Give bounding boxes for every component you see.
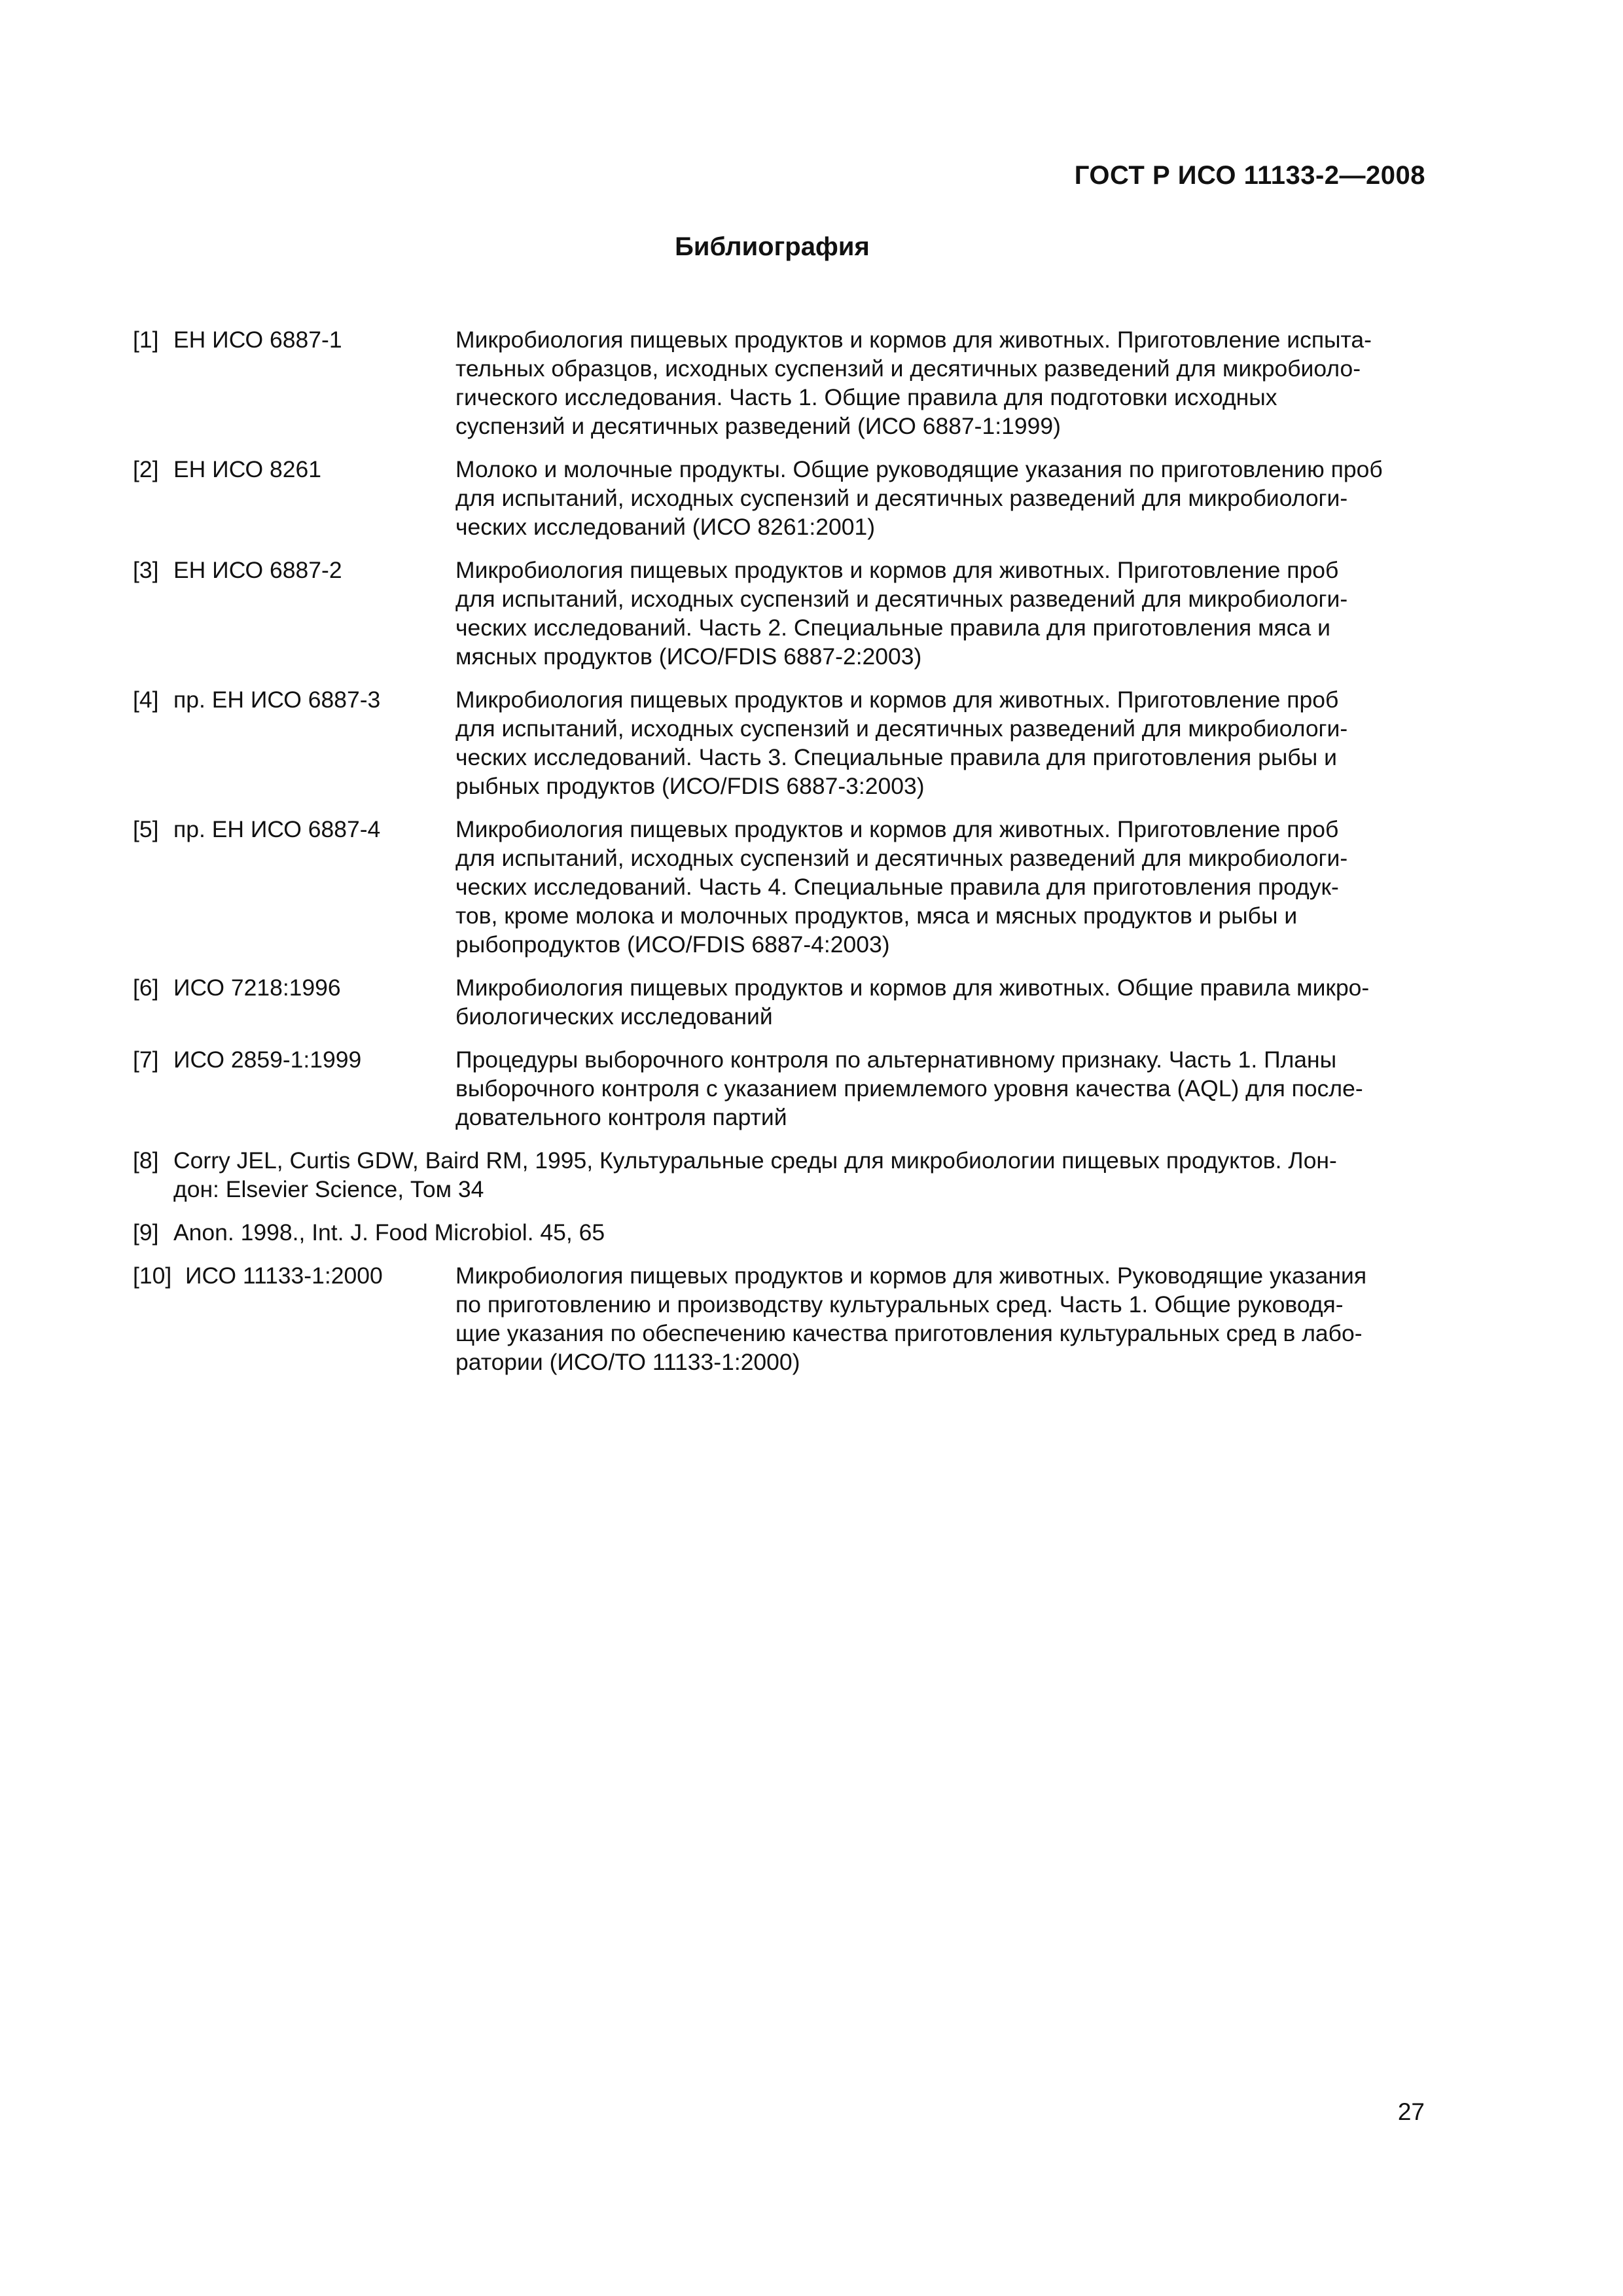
- entry-description: Микробиология пищевых продуктов и кормов для животных. Приготовление проб для испытаний, исходных суспензий и десятичных разведений для микробиологи- ческих исследований. Часть 4. Специальные правила для приготовления продук- тов, кроме молока и молочных продуктов, мяса и мясных продуктов и рыбы и рыбопродуктов (ИСО/FDIS 6887-4:2003): [455, 816, 1348, 958]
- bibliography-entry: [133, 455, 1422, 541]
- entry-description: Микробиология пищевых продуктов и кормов для животных. Приготовление проб для испытаний, исходных суспензий и десятичных разведений для микробиологи- ческих исследований. Часть 2. Специальные правила для приготовления мяса и мясных продуктов (ИСО/FDIS 6887-2:2003): [455, 557, 1348, 670]
- entry-reference: пр. ЕН ИСО 6887-4: [173, 816, 381, 842]
- entry-text: Anon. 1998., Int. J. Food Microbiol. 45, 65: [173, 1219, 605, 1246]
- bibliography-entry: [133, 556, 1422, 671]
- bibliography-entry: [133, 815, 1422, 959]
- entry-number: [7]: [133, 1047, 159, 1073]
- entry-description: Микробиология пищевых продуктов и кормов для животных. Приготовление проб для испытаний, исходных суспензий и десятичных разведений для микробиологи- ческих исследований. Часть 3. Специальные правила для приготовления рыбы и рыбных продуктов (ИСО/FDIS 6887-3:2003): [455, 687, 1348, 799]
- entry-number: [3]: [133, 557, 159, 583]
- entry-number: [10]: [133, 1263, 172, 1289]
- entry-description: Микробиология пищевых продуктов и кормов для животных. Приготовление испыта- тельных образцов, исходных суспензий и десятичных разведений для микробиоло- гического исследования. Часть 1. Общие правила для подготовки исходных суспензий и десятичных разведений (ИСО 6887-1:1999): [455, 327, 1372, 439]
- entry-text: Corry JEL, Curtis GDW, Baird RM, 1995, Культуральные среды для микробиологии пищевых продуктов. Лон- дон: Elsevier Science, Том 34: [173, 1147, 1337, 1202]
- entry-description: Молоко и молочные продукты. Общие руководящие указания по приготовлению проб для испытаний, исходных суспензий и десятичных разведений для микробиологи- ческих исследований (ИСО 8261:2001): [455, 456, 1383, 540]
- entry-reference: ЕН ИСО 8261: [173, 456, 322, 482]
- entry-number: [2]: [133, 456, 159, 482]
- entry-number: [1]: [133, 327, 159, 353]
- entry-number: [9]: [133, 1219, 159, 1246]
- bibliography-list: [133, 325, 1422, 1391]
- bibliography-entry: [133, 1261, 1422, 1376]
- entry-reference: пр. ЕН ИСО 6887-3: [173, 687, 381, 713]
- entry-reference: ЕН ИСО 6887-2: [173, 557, 342, 583]
- bibliography-entry: [133, 325, 1422, 440]
- entry-reference: ИСО 11133-1:2000: [185, 1263, 383, 1289]
- bibliography-entry: [133, 1218, 1422, 1247]
- entry-reference: ЕН ИСО 6887-1: [173, 327, 342, 353]
- entry-reference: ИСО 7218:1996: [173, 975, 341, 1001]
- entry-description: Микробиология пищевых продуктов и кормов для животных. Общие правила микро- биологических исследований: [455, 975, 1370, 1030]
- entry-number: [5]: [133, 816, 159, 842]
- entry-number: [4]: [133, 687, 159, 713]
- page-number: 27: [1397, 2098, 1425, 2125]
- entry-description: Процедуры выборочного контроля по альтернативному признаку. Часть 1. Планы выборочного контроля с указанием приемлемого уровня качества (AQL) для после- довательного контроля партий: [455, 1047, 1363, 1130]
- document-code: ГОСТ Р ИСО 11133-2—2008: [1074, 161, 1425, 190]
- entry-number: [8]: [133, 1147, 159, 1174]
- entry-number: [6]: [133, 975, 159, 1001]
- bibliography-entry: [133, 1045, 1422, 1132]
- entry-reference: ИСО 2859-1:1999: [173, 1047, 362, 1073]
- bibliography-entry: [133, 1146, 1422, 1204]
- bibliography-entry: [133, 973, 1422, 1031]
- entry-description: Микробиология пищевых продуктов и кормов для животных. Руководящие указания по приготовлению и производству культуральных сред. Часть 1. Общие руководя- щие указания по обеспечению качества приготовления культуральных сред в лабо- ратории (ИСО/ТО 11133-1:2000): [455, 1263, 1367, 1375]
- bibliography-entry: [133, 685, 1422, 800]
- page-title: Библиография: [675, 232, 870, 261]
